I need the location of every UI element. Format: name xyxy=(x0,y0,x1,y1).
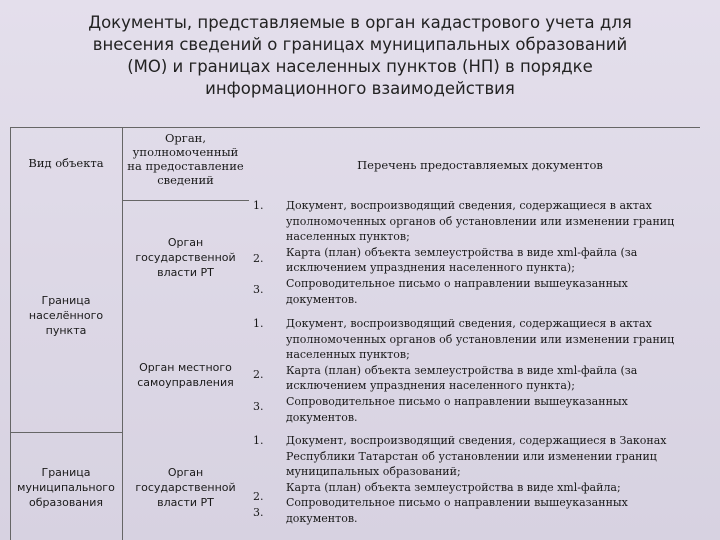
doc-line: Документ, воспроизводящий сведения, содержащиеся в актах xyxy=(286,199,652,212)
object-type-line: образования xyxy=(29,496,103,509)
header-documents: Перечень предоставляемых документов xyxy=(357,158,603,172)
object-type-line: пункта xyxy=(45,324,87,337)
doc-line: уполномоченных органов об установлении или изменении границ xyxy=(286,214,675,228)
authority-line: Орган xyxy=(167,466,204,479)
item-number: 3. xyxy=(253,400,264,413)
item-number: 1. xyxy=(253,317,264,330)
row-divider-mo xyxy=(10,432,122,433)
doc-line: населенных пунктов; xyxy=(286,230,410,244)
doc-line: Документ, воспроизводящий сведения, содержащиеся в актах xyxy=(286,317,652,330)
doc-line: уполномоченных органов об установлении или изменении границ xyxy=(286,332,675,346)
slide-title xyxy=(40,12,680,100)
authority-local-government xyxy=(122,360,249,390)
item-number: 1. xyxy=(253,199,264,212)
object-type-line: Граница xyxy=(41,294,91,307)
title-line: (МО) и границах населенных пунктов (НП) в порядке xyxy=(127,57,593,76)
object-type-line: населённого xyxy=(28,309,104,322)
authority-rt-municipality xyxy=(122,465,249,510)
object-type-line: муниципального xyxy=(17,481,115,494)
doc-line: Документ, воспроизводящий сведения, содержащиеся в Законах xyxy=(286,434,667,447)
title-line: Документы, представляемые в орган кадастрового учета для xyxy=(88,13,632,32)
header-top-line xyxy=(249,127,700,128)
doc-list-municipality xyxy=(286,433,700,527)
object-type-settlement xyxy=(10,293,122,338)
doc-line: муниципальных образований; xyxy=(286,465,461,479)
authority-line: государственной xyxy=(135,251,236,264)
header-authority-line: сведений xyxy=(157,173,214,187)
header-authority-line: на предоставление xyxy=(127,159,244,173)
header-authority-line: Орган, xyxy=(165,131,206,145)
documents-table xyxy=(10,127,700,540)
header-authority xyxy=(122,131,249,187)
item-number: 3. xyxy=(253,283,264,296)
item-number: 2. xyxy=(253,368,264,381)
authority-line: власти РТ xyxy=(157,266,214,279)
doc-line: Карта (план) объекта землеустройства в виде xml-файла; xyxy=(286,480,621,494)
authority-rt-settlement xyxy=(122,235,249,280)
doc-line: документов. xyxy=(286,511,358,525)
authority-line: государственной xyxy=(135,481,236,494)
header-bottom-line xyxy=(122,200,249,201)
doc-line: документов. xyxy=(286,410,358,424)
authority-line: самоуправления xyxy=(137,376,234,389)
doc-line: Карта (план) объекта землеустройства в виде xml-файла (за xyxy=(286,363,638,377)
doc-line: Сопроводительное письмо о направлении вышеуказанных xyxy=(286,276,628,290)
authority-line: Орган xyxy=(167,236,204,249)
item-number: 2. xyxy=(253,252,264,265)
doc-line: Сопроводительное письмо о направлении вышеуказанных xyxy=(286,496,628,510)
doc-line: исключением упразднения населенного пункта); xyxy=(286,379,575,393)
doc-line: документов. xyxy=(286,292,358,306)
doc-line: населенных пунктов; xyxy=(286,348,410,362)
header-authority-line: уполномоченный xyxy=(132,145,239,159)
object-type-municipality xyxy=(10,465,122,510)
doc-line: Сопроводительное письмо о направлении вышеуказанных xyxy=(286,394,628,408)
header-object-type: Вид объекта xyxy=(28,156,104,170)
object-type-line: Граница xyxy=(41,466,91,479)
item-number: 3. xyxy=(253,506,264,519)
title-line: информационного взаимодействия xyxy=(205,79,515,98)
doc-line: Республики Татарстан об установлении или изменении границ xyxy=(286,449,657,463)
doc-line: Карта (план) объекта землеустройства в виде xml-файла (за xyxy=(286,245,638,259)
title-line: внесения сведений о границах муниципальных образований xyxy=(92,35,628,54)
item-number: 2. xyxy=(253,490,264,503)
authority-line: Орган местного xyxy=(139,361,232,374)
doc-line: исключением упразднения населенного пункта); xyxy=(286,261,575,275)
doc-list-settlement-local xyxy=(286,316,700,425)
authority-line: власти РТ xyxy=(157,496,214,509)
doc-list-settlement-rt xyxy=(286,198,700,307)
item-number: 1. xyxy=(253,434,264,447)
